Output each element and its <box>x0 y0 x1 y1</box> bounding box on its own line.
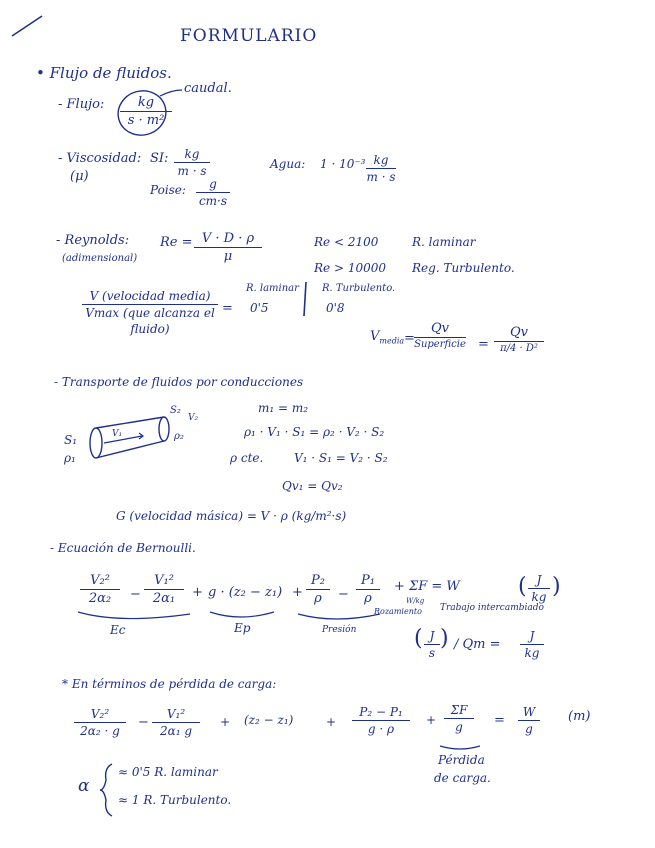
pres-brace <box>298 614 380 619</box>
bern-t5-den: ρ <box>364 591 372 606</box>
viscosity-label: - Viscosidad: <box>58 151 142 166</box>
qv-num: Qv <box>430 321 449 336</box>
agua-value: 1 · 10⁻³ <box>320 157 366 171</box>
power-den: s <box>428 646 436 660</box>
re-cond2-rhs: Reg. Turbulento. <box>412 261 515 275</box>
pipe-s2: S₂ <box>170 405 181 416</box>
hl-t1-num: V₂² <box>90 707 110 721</box>
bern-ep: Ep <box>234 621 251 635</box>
eq-cte-label: ρ cte. <box>230 451 264 465</box>
hl-t5 <box>444 704 474 733</box>
power-paren-open: ( <box>414 626 423 651</box>
re-fraction <box>194 232 262 263</box>
loss-label-1: Pérdida <box>438 753 485 767</box>
ratio-den-1: Vmax (que alcanza el <box>85 306 215 320</box>
flow-heading-text: Flujo de fluidos. <box>49 64 172 82</box>
poise-fraction <box>196 178 230 207</box>
bern-t5 <box>356 574 380 605</box>
loss-brace <box>440 746 480 749</box>
hl-eq: = <box>494 713 505 728</box>
bern-minus: − <box>130 587 141 602</box>
re-den: μ <box>223 249 233 264</box>
hl-minus: − <box>138 715 149 730</box>
bern-t2-num: V₁² <box>154 573 174 588</box>
alpha-turbulent: ≈ 1 R. Turbulento. <box>118 793 232 807</box>
ratio-den-2: fluido) <box>130 322 170 336</box>
power-res-den: kg <box>524 646 540 660</box>
agua-den: m · s <box>366 170 396 184</box>
hl-t5-den: g <box>455 720 463 734</box>
re-num: V · D · ρ <box>201 231 255 246</box>
hl-t2-num: V₁² <box>166 707 186 721</box>
bern-t4-num: P₂ <box>311 573 325 588</box>
hl-t4 <box>352 706 410 735</box>
flujo-label: - Flujo: <box>58 97 105 112</box>
power-div: / Qm = <box>454 637 501 652</box>
vmed-sub: media <box>379 336 405 346</box>
bern-rozamiento: Rozamiento <box>374 607 422 616</box>
reynolds-label: - Reynolds: <box>56 233 130 248</box>
power-res-num: J <box>529 629 535 643</box>
flujo-num: kg <box>137 95 155 110</box>
ep-brace <box>210 612 274 617</box>
power-res <box>520 630 544 659</box>
eq-flow: Qv₁ = Qv₂ <box>282 479 343 493</box>
pipe-v1: V₁ <box>112 429 123 439</box>
qv-eq2: = <box>478 337 489 352</box>
hl-plus2: + <box>326 715 337 729</box>
poise-label: Poise: <box>150 183 186 197</box>
hl-unit: (m) <box>568 709 591 724</box>
laminar-label: R. laminar <box>246 283 299 294</box>
re-cond1-rhs: R. laminar <box>412 235 476 249</box>
bern-minus2: − <box>338 587 349 602</box>
bern-units <box>528 574 550 603</box>
si-num: kg <box>184 147 200 161</box>
ratio-divider <box>304 282 306 316</box>
bern-paren-open: ( <box>518 574 527 599</box>
loss-label-2: de carga. <box>434 771 491 785</box>
pen-stroke <box>12 16 42 36</box>
hl-plus1: + <box>220 715 231 729</box>
bern-t5-num: P₁ <box>361 573 375 588</box>
si-fraction <box>174 148 210 177</box>
vmed-label <box>370 330 404 346</box>
flujo-fraction <box>120 96 172 127</box>
flow-heading: • Flujo de fluidos. <box>36 64 172 82</box>
power-num: J <box>429 629 435 643</box>
hl-t6-num: W <box>522 705 536 719</box>
re-cond2-lhs: Re > 10000 <box>314 261 386 275</box>
pipe-v2: V₂ <box>188 413 199 423</box>
hl-t6 <box>518 706 540 735</box>
bern-t4-den: ρ <box>314 591 322 606</box>
bern-units-num: J <box>536 573 542 587</box>
si-den: m · s <box>177 164 207 178</box>
turb-label: R. Turbulento. <box>322 283 396 294</box>
pipe-rho1: ρ₁ <box>64 451 76 465</box>
re-label: Re = <box>160 235 193 250</box>
bern-t1-num: V₂² <box>90 573 110 588</box>
flujo-den: s · m² <box>127 113 165 128</box>
hl-t1 <box>74 708 126 737</box>
caudal-label: caudal. <box>184 81 232 96</box>
agua-fraction <box>366 154 396 183</box>
hl-t3: (z₂ − z₁) <box>244 713 294 727</box>
re-cond1-lhs: Re < 2100 <box>314 235 379 249</box>
bern-pres: Presión <box>322 625 357 635</box>
hl-t6-den: g <box>525 722 533 736</box>
bern-ec: Ec <box>110 623 126 637</box>
hl-t5-num: ΣF <box>450 703 468 717</box>
reynolds-note: (adimensional) <box>62 253 138 264</box>
transport-heading: - Transporte de fluidos por conducciones <box>54 375 304 389</box>
mass-velocity: G (velocidad másica) = V · ρ (kg/m²·s) <box>116 509 347 523</box>
alpha-laminar: ≈ 0'5 R. laminar <box>118 765 218 779</box>
eq-cte: V₁ · S₁ = V₂ · S₂ <box>294 451 388 465</box>
bern-t6: + ΣF = W <box>394 579 460 594</box>
alpha-symbol: α <box>78 776 90 796</box>
si-label: SI: <box>150 151 169 166</box>
hl-t4-num: P₂ − P₁ <box>359 705 403 719</box>
hl-t2 <box>152 708 200 737</box>
ratio-num: V (velocidad media) <box>89 289 211 303</box>
qv2-fraction <box>494 326 544 354</box>
vmed-eq: = <box>404 331 415 346</box>
bern-paren-close: ) <box>552 574 561 599</box>
pipe-s1: S₁ <box>64 433 78 447</box>
poise-num: g <box>209 177 217 191</box>
bern-t2 <box>144 574 184 605</box>
agua-num: kg <box>373 153 389 167</box>
hl-t4-den: g · ρ <box>367 722 395 736</box>
qv-den: Superficie <box>414 339 466 350</box>
power-frac <box>424 630 440 659</box>
bern-t3: g · (z₂ − z₁) <box>208 585 283 600</box>
turb-value: 0'8 <box>326 301 345 315</box>
alpha-brace <box>100 764 112 816</box>
qv-fraction <box>414 322 466 350</box>
laminar-value: 0'5 <box>250 301 269 315</box>
head-loss-heading: * En términos de pérdida de carga: <box>62 677 277 691</box>
bern-t4 <box>306 574 330 605</box>
bern-plus1: + <box>192 585 203 600</box>
vmed-v: V <box>370 329 380 344</box>
agua-label: Agua: <box>270 157 306 171</box>
bern-wt: W/kg <box>406 597 425 605</box>
bern-units-den: kg <box>531 590 547 604</box>
bern-t1-den: 2α₂ <box>88 591 112 606</box>
pipe-rho2: ρ₂ <box>174 431 184 442</box>
ratio-equals: = <box>222 301 233 316</box>
velocity-ratio <box>82 290 218 335</box>
poise-den: cm·s <box>198 194 228 208</box>
viscosity-symbol: (μ) <box>70 169 89 184</box>
pipe-diagram <box>90 417 169 458</box>
bern-t1 <box>80 574 120 605</box>
eq-mass: m₁ = m₂ <box>258 401 309 415</box>
hl-plus3: + <box>426 713 437 727</box>
bern-t2-den: 2α₁ <box>152 591 176 606</box>
bernoulli-heading: - Ecuación de Bernoulli. <box>50 541 196 555</box>
ec-brace <box>78 612 190 619</box>
hl-t2-den: 2α₁ g <box>159 724 193 738</box>
qv2-den: π/4 · D² <box>500 343 538 354</box>
page-title: FORMULARIO <box>180 26 318 46</box>
hl-t1-den: 2α₂ · g <box>80 724 120 738</box>
power-paren-close: ) <box>440 626 449 651</box>
eq-continuity: ρ₁ · V₁ · S₁ = ρ₂ · V₂ · S₂ <box>244 425 385 439</box>
bern-plus2: + <box>292 585 303 600</box>
bern-trabajo: Trabajo intercambiado <box>440 603 544 613</box>
qv2-num: Qv <box>509 325 528 340</box>
